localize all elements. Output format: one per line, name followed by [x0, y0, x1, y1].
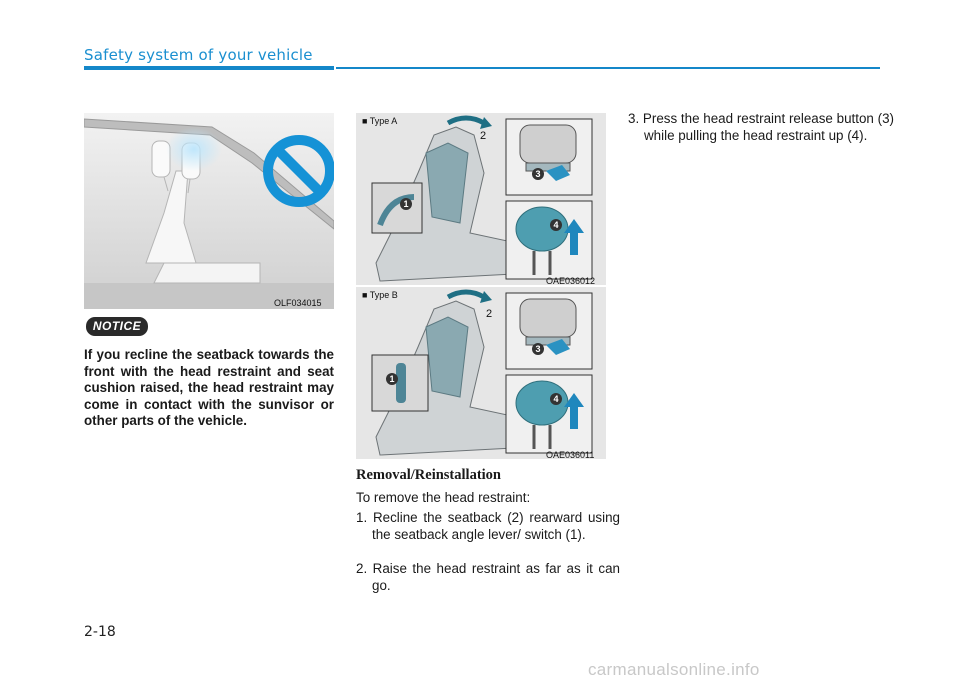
type-b-callout-3: 3	[532, 343, 544, 355]
header-rule-thick	[84, 66, 334, 70]
type-a-label: ■ Type A	[362, 116, 398, 126]
removal-intro: To remove the head restraint:	[356, 490, 531, 505]
figure-code-type-a: OAE036012	[546, 276, 596, 286]
type-b-label: ■ Type B	[362, 290, 398, 300]
type-a-callout-4: 4	[550, 219, 562, 231]
type-b-callout-2: 2	[486, 308, 493, 320]
type-a-callout-3: 3	[532, 168, 544, 180]
page-number: 2-18	[84, 624, 116, 640]
removal-step-2: 2. Raise the head restraint as far as it can go.	[356, 561, 620, 593]
notice-badge: NOTICE	[86, 317, 148, 336]
figure-code-type-b: OAE036011	[546, 450, 595, 460]
removal-step-1: 1. Recline the seatback (2) rearward using the seatback angle lever/ switch (1).	[356, 510, 620, 542]
figure-type-b	[356, 287, 606, 459]
figure-head-restraint-contact	[84, 113, 334, 309]
type-a-callout-2: 2	[480, 130, 487, 142]
figure-code-left: OLF034015	[274, 298, 322, 308]
type-b-callout-1: 1	[386, 373, 398, 385]
type-a-callout-1: 1	[400, 198, 412, 210]
notice-text: If you recline the seatback towards the front with the head restraint and seat cushion raised, the head restraint may come in contact with the sunvisor or other parts of the vehicle.	[84, 347, 334, 429]
type-b-callout-4: 4	[550, 393, 562, 405]
watermark: carmanualsonline.info	[588, 660, 760, 679]
seat-sunvisor-illustration	[84, 113, 334, 309]
section-heading: Removal/Reinstallation	[356, 467, 501, 483]
removal-step-3: 3. Press the head restraint release button (3) while pulling the head restraint up (4).	[628, 111, 894, 143]
figure-type-a	[356, 113, 606, 285]
section-title: Safety system of your vehicle	[84, 46, 313, 64]
header-rule-thin	[336, 67, 880, 69]
